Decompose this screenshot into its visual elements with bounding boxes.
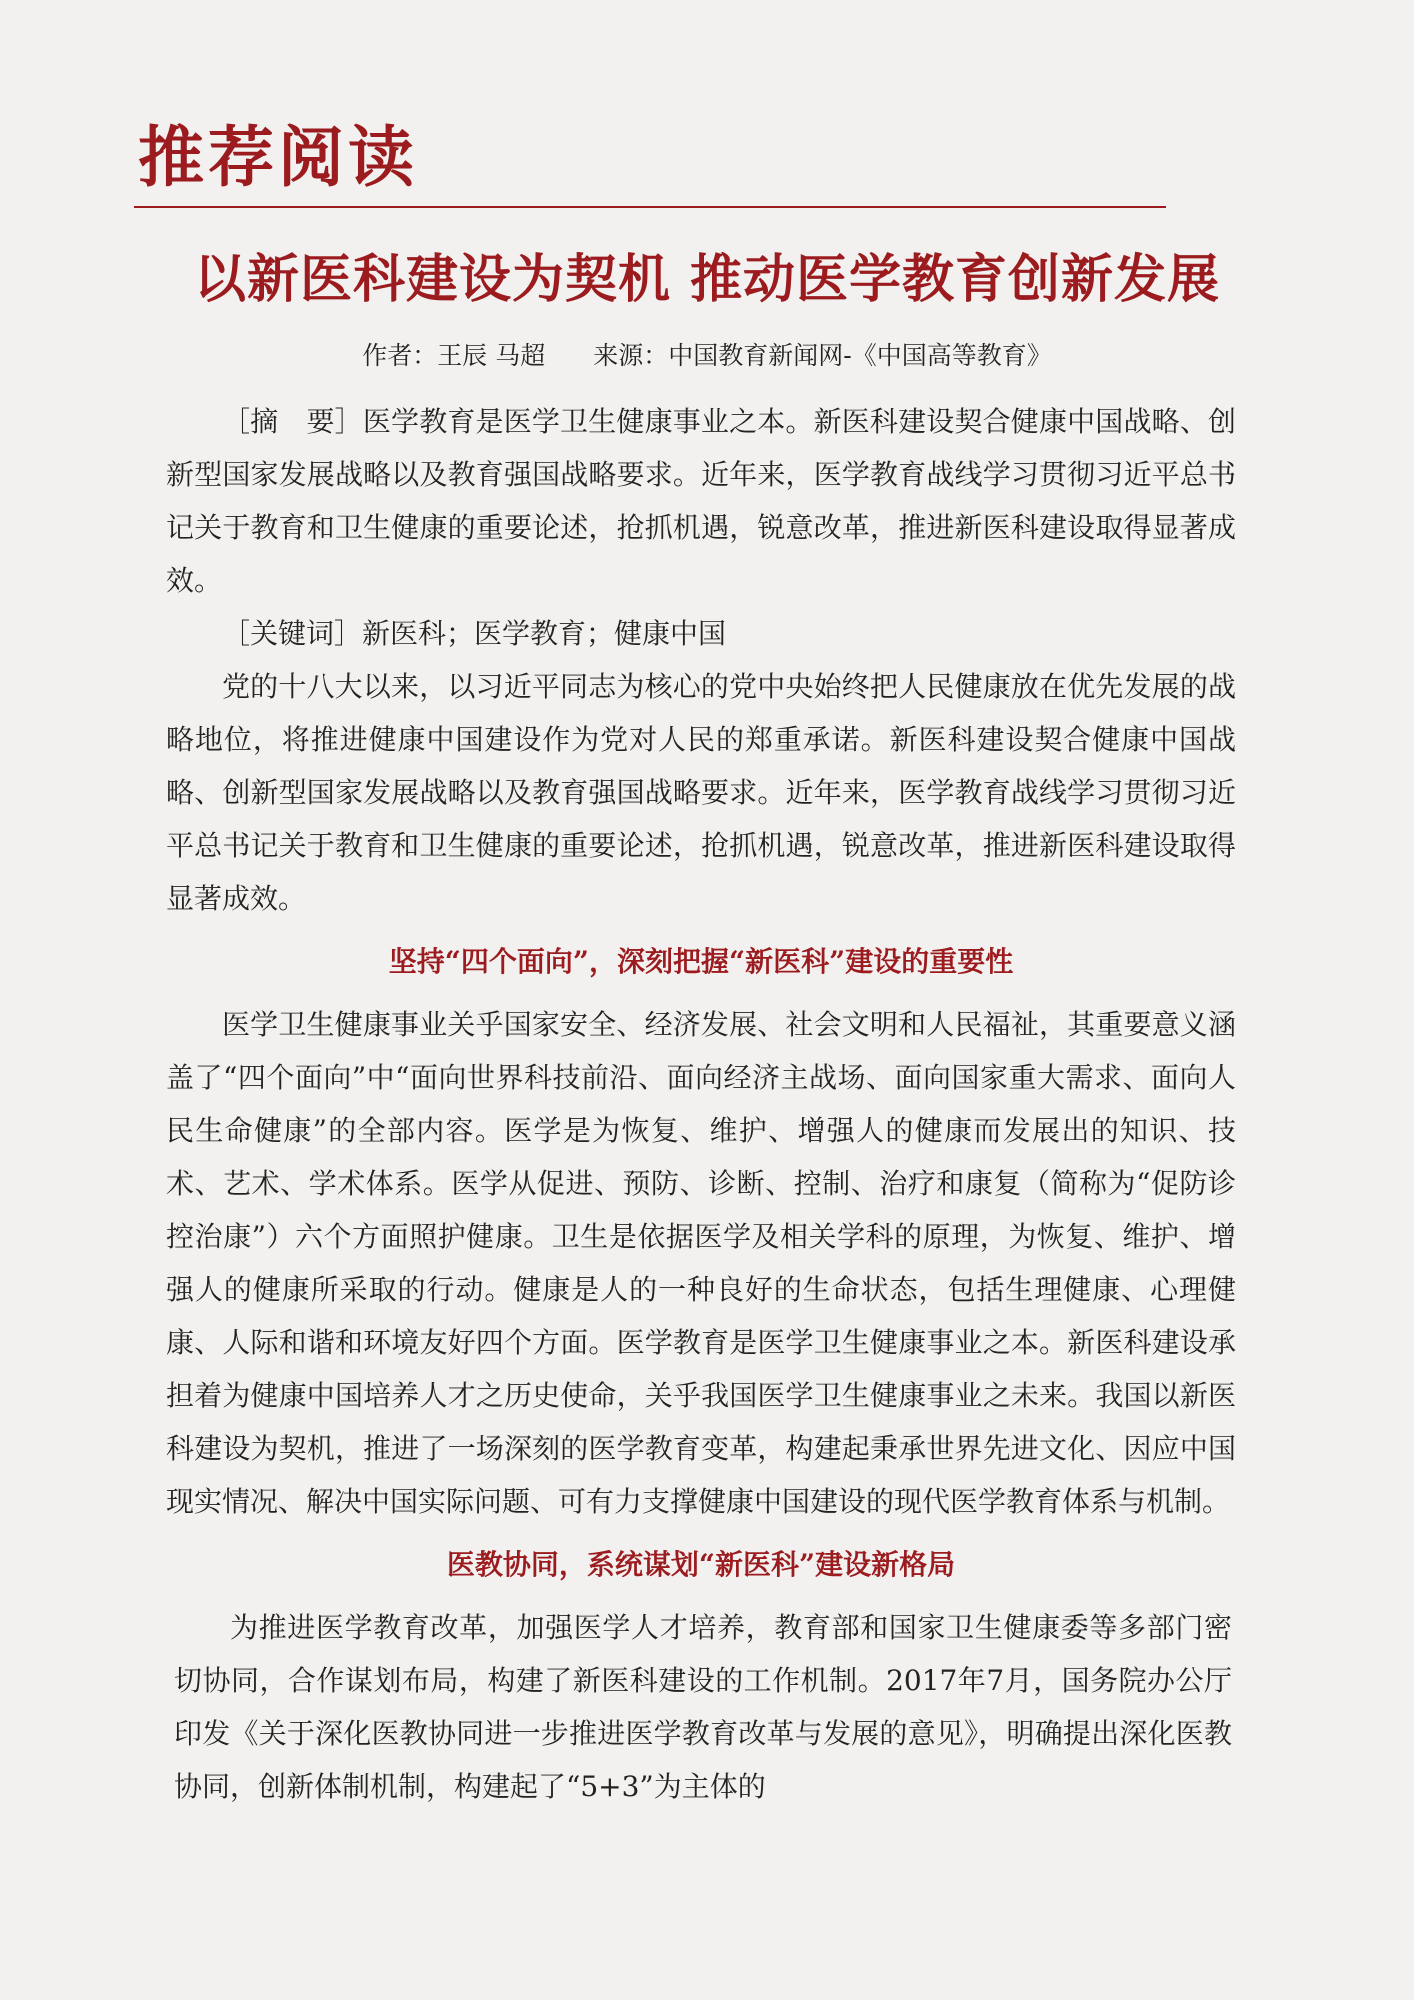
section-paragraph: 为推进医学教育改革，加强医学人才培养，教育部和国家卫生健康委等多部门密切协同，合作谋划布局，构建了新医科建设的工作机制。2017年7月，国务院办公厅印发《关于深化医教协同进一步推进医学教育改革与发展的意见》，明确提出深化医教协同，创新体制机制，构建起了“5+3”为主体的 xyxy=(174,1611,1232,1803)
source-label: 来源： xyxy=(593,341,669,370)
byline xyxy=(166,332,1248,380)
article-title: 以新医科建设为契机 推动医学教育创新发展 xyxy=(193,249,1221,310)
intro-paragraph: 党的十八大以来，以习近平同志为核心的党中央始终把人民健康放在优先发展的战略地位，将推进健康中国建设作为党对人民的郑重承诺。新医科建设契合健康中国战略、创新型国家发展战略以及教育强国战略要求。近年来，医学教育战线学习贯彻习近平总书记关于教育和卫生健康的重要论述，抢抓机遇，锐意改革，推进新医科建设取得显著成效。 xyxy=(166,670,1236,915)
author-names: 王辰 马超 xyxy=(437,341,546,370)
abstract-paragraph: ［摘 要］医学教育是医学卫生健康事业之本。新医科建设契合健康中国战略、创新型国家发展战略以及教育强国战略要求。近年来，医学教育战线学习贯彻习近平总书记关于教育和卫生健康的重要论述，抢抓机遇，锐意改革，推进新医科建设取得显著成效。 xyxy=(166,405,1236,597)
section-heading: 医教协同，系统谋划“新医科”建设新格局 xyxy=(446,1548,956,1581)
article-body xyxy=(166,395,1236,1813)
author-label: 作者： xyxy=(362,341,438,370)
section-divider xyxy=(134,206,1166,208)
source-name: 中国教育新闻网-《中国高等教育》 xyxy=(668,341,1052,370)
section-label: 推荐阅读 xyxy=(138,118,418,196)
section-paragraph: 医学卫生健康事业关乎国家安全、经济发展、社会文明和人民福祉，其重要意义涵盖了“四个面向”中“面向世界科技前沿、面向经济主战场、面向国家重大需求、面向人民生命健康”的全部内容。医学是为恢复、维护、增强人的健康而发展出的知识、技术、艺术、学术体系。医学从促进、预防、诊断、控制、治疗和康复（简称为“促防诊控治康”）六个方面照护健康。卫生是依据医学及相关学科的原理，为恢复、维护、增强人的健康所采取的行动。健康是人的一种良好的生命状态，包括生理健康、心理健康、人际和谐和环境友好四个方面。医学教育是医学卫生健康事业之本。新医科建设承担着为健康中国培养人才之历史使命，关乎我国医学卫生健康事业之未来。我国以新医科建设为契机，推进了一场深刻的医学教育变革，构建起秉承世界先进文化、因应中国现实情况、解决中国实际问题、可有力支撑健康中国建设的现代医学教育体系与机制。 xyxy=(166,1008,1236,1518)
section-heading: 坚持“四个面向”，深刻把握“新医科”建设的重要性 xyxy=(388,945,1014,978)
keywords-paragraph: ［关键词］新医科；医学教育；健康中国 xyxy=(222,617,727,650)
